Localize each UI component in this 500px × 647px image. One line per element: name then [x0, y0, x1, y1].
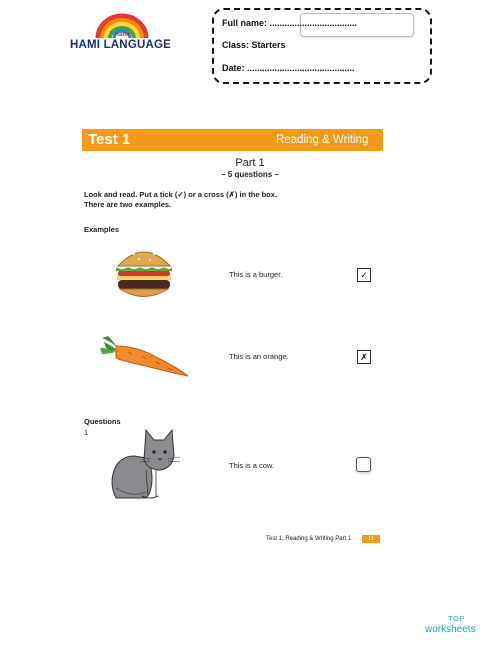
date-label: Date: ...........................................: [222, 63, 355, 73]
questions-heading: Questions: [84, 417, 121, 426]
part-title: Part 1: [235, 157, 265, 169]
instructions: [84, 190, 277, 210]
logo-title: HAMI LANGUAGE: [70, 39, 171, 51]
example-1-mark: ✓: [357, 268, 371, 282]
question-1-sentence: This is a cow.: [229, 461, 275, 470]
brand-name: worksheets: [425, 624, 476, 635]
instruction-line-1: Look and read. Put a tick (✓) or a cross (✗) in the box.: [84, 190, 278, 199]
example-2-sentence: This is an orange.: [229, 352, 289, 361]
example-1-sentence: This is a burger.: [229, 270, 283, 279]
example-2-mark: ✗: [357, 350, 371, 364]
instruction-line-2: There are two examples.: [84, 200, 172, 209]
burger-icon: [112, 240, 176, 304]
test-section: Reading & Writing: [276, 134, 369, 146]
class-label: Class: Starters: [222, 40, 286, 50]
svg-text:Hami: Hami: [114, 32, 130, 38]
full-name-label: Full name: ...................................: [222, 18, 358, 28]
question-1-number: 1: [84, 428, 89, 437]
page-number: 11: [362, 535, 380, 543]
question-1-answer-box[interactable]: [356, 457, 371, 472]
page-footer-text: Test 1, Reading & Writing Part 1: [266, 536, 352, 542]
brand-top-label: TOP: [448, 614, 465, 623]
carrot-icon: [98, 334, 192, 380]
cat-icon: [106, 426, 182, 502]
examples-heading: Examples: [84, 225, 120, 234]
part-subtitle: – 5 questions –: [221, 170, 279, 179]
test-title: Test 1: [88, 131, 131, 148]
